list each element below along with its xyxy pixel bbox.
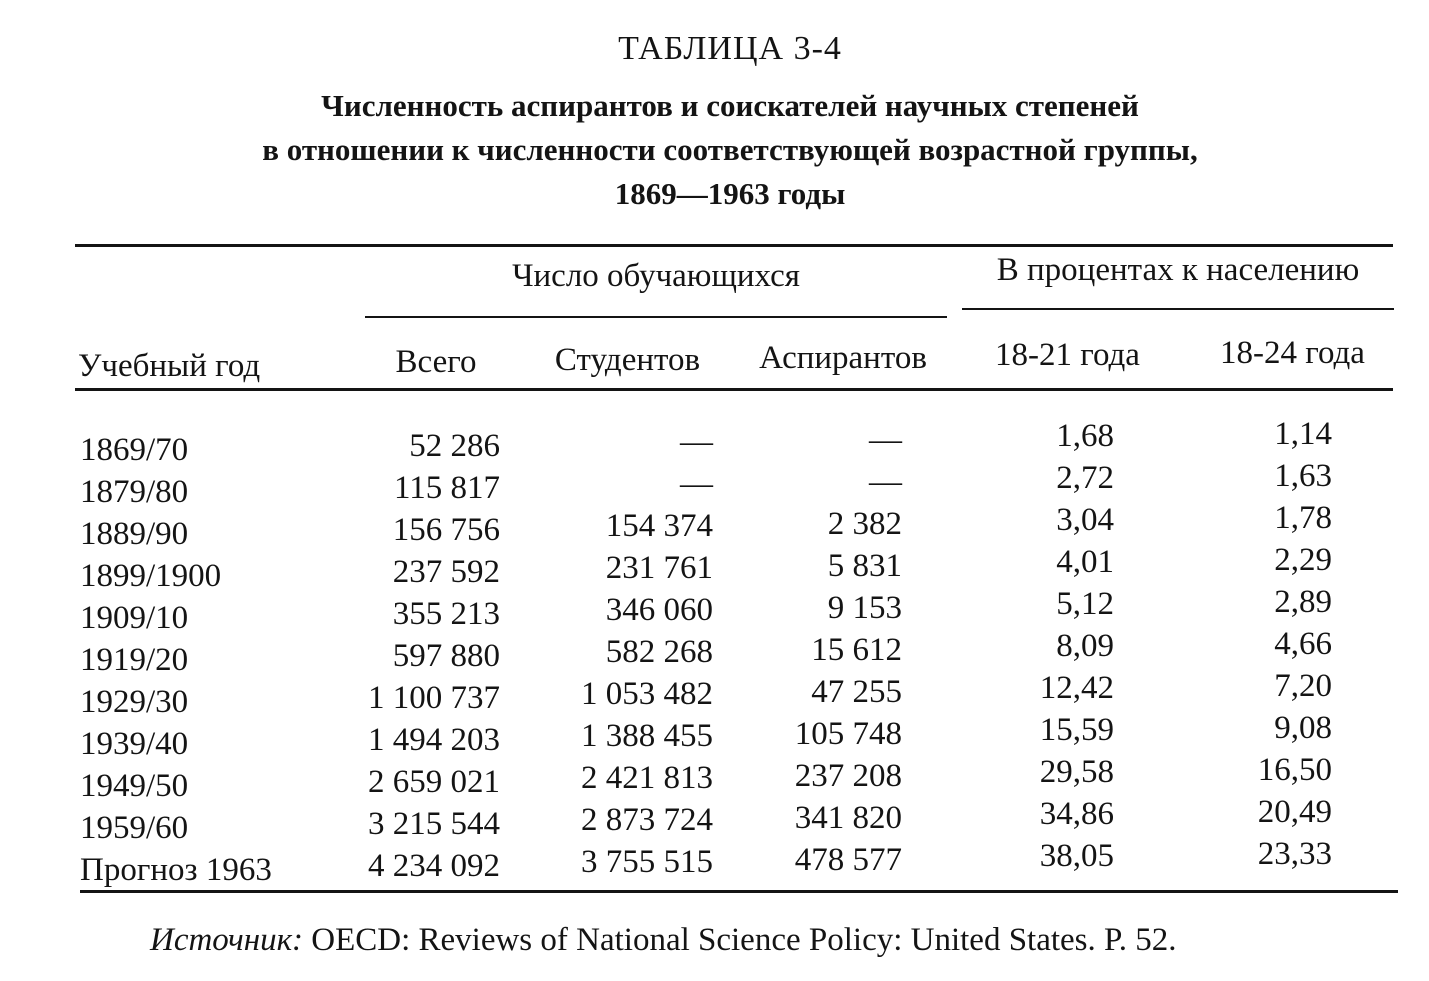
- cell-total: 3 215 544: [368, 806, 500, 842]
- table-caption-line-2: в отношении к численности соответствующей возрастной группы,: [262, 132, 1198, 167]
- header-group-percent-rule: [962, 308, 1394, 310]
- cell-graduates: 105 748: [794, 716, 902, 752]
- cell-year: 1919/20: [80, 642, 189, 678]
- cell-pct-18-24: 9,08: [1274, 710, 1332, 746]
- cell-pct-18-24: 1,78: [1274, 500, 1332, 536]
- table-caption-line-1: Численность аспирантов и соискателей научных степеней: [321, 88, 1139, 123]
- cell-year: 1939/40: [80, 726, 189, 762]
- cell-total: 156 756: [392, 512, 500, 548]
- header-total: Всего: [395, 344, 477, 380]
- cell-pct-18-21: 2,72: [1056, 460, 1114, 496]
- header-group-enrolled-rule: [365, 316, 947, 318]
- cell-graduates: 5 831: [827, 548, 902, 584]
- cell-students: 2 421 813: [581, 760, 713, 796]
- header-group-enrolled: Число обучающихся: [512, 258, 800, 294]
- cell-year: 1899/1900: [80, 558, 222, 594]
- header-age-18-24: 18-24 года: [1220, 335, 1365, 371]
- cell-pct-18-24: 2,29: [1274, 542, 1332, 578]
- cell-graduates: 478 577: [794, 842, 902, 878]
- cell-pct-18-24: 16,50: [1257, 752, 1332, 788]
- cell-total: 597 880: [392, 638, 500, 674]
- cell-total: 4 234 092: [368, 848, 500, 884]
- table-bottom-rule: [80, 890, 1398, 893]
- cell-pct-18-21: 38,05: [1039, 838, 1114, 874]
- cell-pct-18-21: 34,86: [1039, 796, 1114, 832]
- cell-pct-18-24: 7,20: [1274, 668, 1332, 704]
- cell-year: Прогноз 1963: [80, 852, 272, 888]
- cell-pct-18-21: 15,59: [1039, 712, 1114, 748]
- cell-total: 52 286: [409, 428, 500, 464]
- cell-graduates: —: [869, 422, 902, 458]
- table-header-rule: [75, 388, 1393, 391]
- cell-graduates: —: [869, 464, 902, 500]
- cell-year: 1909/10: [80, 600, 189, 636]
- cell-pct-18-21: 4,01: [1056, 544, 1114, 580]
- cell-students: 3 755 515: [581, 844, 713, 880]
- header-year: Учебный год: [78, 348, 261, 384]
- cell-graduates: 47 255: [811, 674, 902, 710]
- cell-pct-18-24: 1,63: [1274, 458, 1332, 494]
- cell-year: 1869/70: [80, 432, 189, 468]
- header-age-18-21: 18-21 года: [995, 337, 1140, 373]
- cell-graduates: 237 208: [794, 758, 902, 794]
- cell-graduates: 341 820: [794, 800, 902, 836]
- cell-total: 115 817: [393, 470, 500, 506]
- cell-total: 1 100 737: [368, 680, 500, 716]
- table-top-rule: [75, 244, 1393, 247]
- cell-students: —: [680, 424, 713, 460]
- cell-graduates: 15 612: [811, 632, 902, 668]
- source-text: OECD: Reviews of National Science Policy: United States. P. 52.: [303, 922, 1177, 958]
- cell-pct-18-24: 4,66: [1274, 626, 1332, 662]
- cell-pct-18-24: 20,49: [1257, 794, 1332, 830]
- cell-students: 2 873 724: [581, 802, 713, 838]
- cell-pct-18-21: 12,42: [1039, 670, 1114, 706]
- cell-year: 1959/60: [80, 810, 189, 846]
- cell-total: 355 213: [392, 596, 500, 632]
- cell-students: 231 761: [605, 550, 713, 586]
- header-students: Студентов: [554, 342, 701, 378]
- cell-students: 154 374: [605, 508, 713, 544]
- cell-graduates: 2 382: [827, 506, 902, 542]
- source-note: [150, 922, 1176, 959]
- cell-students: —: [680, 466, 713, 502]
- header-graduates: Аспирантов: [759, 340, 927, 376]
- cell-students: 1 053 482: [581, 676, 713, 712]
- cell-total: 2 659 021: [368, 764, 500, 800]
- cell-pct-18-24: 2,89: [1274, 584, 1332, 620]
- cell-pct-18-21: 5,12: [1056, 586, 1114, 622]
- cell-students: 346 060: [605, 592, 713, 628]
- cell-year: 1949/50: [80, 768, 189, 804]
- table-label: ТАБЛИЦА 3-4: [618, 30, 842, 67]
- cell-total: 237 592: [392, 554, 500, 590]
- cell-students: 582 268: [605, 634, 713, 670]
- cell-year: 1879/80: [80, 474, 189, 510]
- cell-pct-18-21: 8,09: [1056, 628, 1114, 664]
- cell-pct-18-21: 3,04: [1056, 502, 1114, 538]
- source-label: Источник:: [150, 922, 303, 958]
- cell-graduates: 9 153: [827, 590, 902, 626]
- cell-year: 1889/90: [80, 516, 189, 552]
- cell-pct-18-24: 23,33: [1257, 836, 1332, 872]
- cell-pct-18-21: 1,68: [1056, 418, 1114, 454]
- cell-students: 1 388 455: [581, 718, 713, 754]
- header-group-percent: В процентах к населению: [996, 252, 1360, 288]
- cell-year: 1929/30: [80, 684, 189, 720]
- table-caption-line-3: 1869—1963 годы: [614, 176, 846, 211]
- cell-pct-18-24: 1,14: [1274, 416, 1332, 452]
- cell-pct-18-21: 29,58: [1039, 754, 1114, 790]
- cell-total: 1 494 203: [368, 722, 500, 758]
